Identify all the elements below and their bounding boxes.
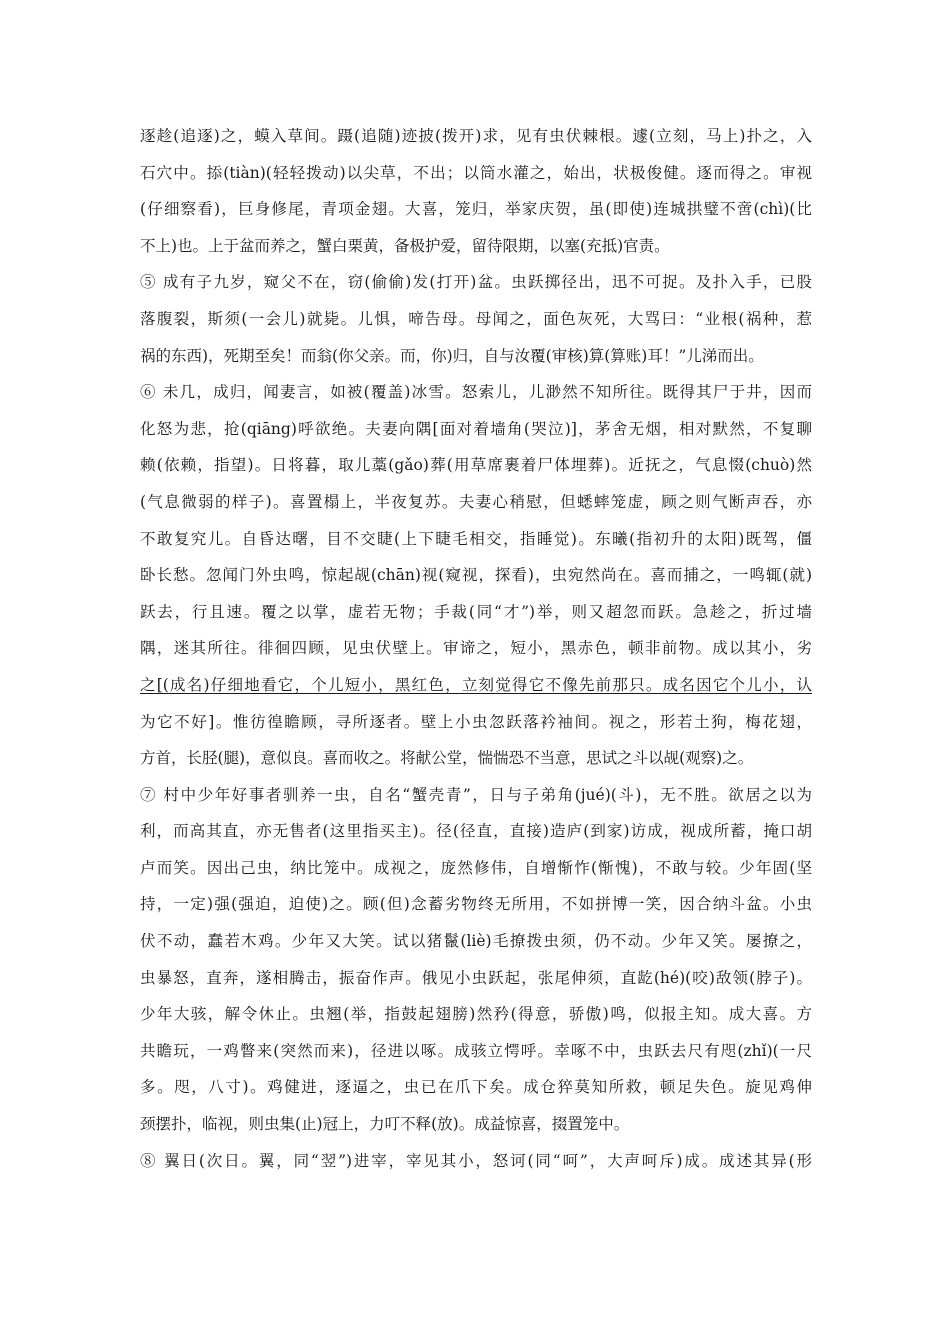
text-line: 落腹裂，斯须(一会儿)就毙。儿惧，啼告母。母闻之，面色灰死，大骂曰：“业根(祸种，惹	[140, 309, 812, 328]
text-line: 颈摆扑，临视，则虫集(止)冠上，力叮不释(放)。成益惊喜，掇置笼中。	[140, 1115, 630, 1134]
text-line: 伏不动，蠢若木鸡。少年又大笑。试以猪鬣(liè)毛撩拨虫须，仍不动。少年又笑。屡撩之，	[140, 932, 812, 951]
text-line: ⑤ 成有子九岁，窥父不在，窃(偷偷)发(打开)盆。虫跃掷径出，迅不可捉。及扑入手，已股	[140, 273, 812, 292]
text-line: ⑥ 未几，成归，闻妻言，如被(覆盖)冰雪。怒索儿，儿渺然不知所往。既得其尸于井，因而	[140, 383, 812, 402]
text-line: 跃去，行且速。覆之以掌，虚若无物；手裁(同“才”)举，则又超忽而跃。急趁之，折过墙	[140, 602, 812, 621]
text-line: 隅，迷其所往。徘徊四顾，见虫伏壁上。审谛之，短小，黑赤色，顿非前物。成以其小，劣	[140, 639, 812, 658]
text-line: 多。咫，八寸)。鸡健进，逐逼之，虫已在爪下矣。成仓猝莫知所救，顿足失色。旋见鸡伸	[140, 1078, 812, 1097]
text-line: 不上)也。上于盆而养之，蟹白栗黄，备极护爱，留待限期，以塞(充抵)官责。	[140, 236, 670, 255]
text-line: ⑦ 村中少年好事者驯养一虫，自名“蟹壳青”，日与子弟角(jué)(斗)，无不胜。欲居之以为	[140, 785, 812, 804]
text-line: 逐趁(追逐)之，蟆入草间。蹑(追随)迹披(拨开)求，见有虫伏棘根。遽(立刻，马上)扑之，入	[140, 127, 812, 145]
text-line: ⑧ 翼日(次日。翼，同“翌”)进宰，宰见其小，怒诃(同“呵”，大声呵斥)成。成述其异(形	[140, 1151, 812, 1170]
text-line: 卢而笑。因出己虫，纳比笼中。成视之，庞然修伟，自增惭怍(惭愧)，不敢与较。少年固(坚	[140, 858, 812, 877]
text-line: 虫暴怒，直奔，遂相腾击，振奋作声。俄见小虫跃起，张尾伸须，直龁(hé)(咬)敌领(脖子)。	[140, 968, 812, 987]
text-line: 化怒为悲，抢(qiāng)呼欲绝。夫妻向隅[面对着墙角(哭泣)]，茅舍无烟，相对默然，不复聊	[140, 419, 812, 438]
text-line: 利，而高其直，亦无售者(这里指买主)。径(径直，直接)造庐(到家)访成，视成所蓄，掩口胡	[140, 822, 812, 841]
text-line: 之[(成名)仔细地看它，个儿短小，黑红色，立刻觉得它不像先前那只。成名因它个儿小，认	[140, 675, 812, 694]
text-line: 石穴中。掭(tiàn)(轻轻拨动)以尖草，不出；以筒水灌之，始出，状极俊健。逐而得之。审视	[140, 163, 812, 182]
text-line: 共瞻玩，一鸡瞥来(突然而来)，径进以啄。成骇立愕呼。幸啄不中，虫跃去尺有咫(zhǐ)(一尺	[140, 1041, 812, 1060]
text-line: 不敢复究儿。自昏达曙，目不交睫(上下睫毛相交，指睡觉)。东曦(指初升的太阳)既驾，僵	[140, 529, 812, 548]
document-body	[140, 118, 812, 1179]
text-line: 方首，长胫(腿)，意似良。喜而收之。将献公堂，惴惴恐不当意，思试之斗以觇(观察)之。	[140, 749, 754, 768]
text-line: 卧长愁。忽闻门外虫鸣，惊起觇(chān)视(窥视，探看)，虫宛然尚在。喜而捕之，一鸣辄(就)	[140, 566, 812, 585]
text-line: 祸的东西)，死期至矣！而翁(你父亲。而，你)归，自与汝覆(审核)算(算账)耳！”儿涕而出。	[140, 346, 764, 365]
text-line: (仔细察看)，巨身修尾，青项金翅。大喜，笼归，举家庆贺，虽(即使)连城拱璧不啻(chì)(比	[140, 200, 812, 219]
text-line: (气息微弱的样子)。喜置榻上，半夜复苏。夫妻心稍慰，但蟋蟀笼虚，顾之则气断声吞，亦	[140, 492, 812, 511]
text-line: 赖(依赖，指望)。日将暮，取儿藁(gǎo)葬(用草席裹着尸体埋葬)。近抚之，气息惙(chuò)然	[140, 456, 812, 475]
text-line: 少年大骇，解令休止。虫翘(举，指鼓起翅膀)然矜(得意，骄傲)鸣，似报主知。成大喜。方	[140, 1005, 812, 1024]
text-line: 为它不好]。惟彷徨瞻顾，寻所逐者。壁上小虫忽跃落衿袖间。视之，形若土狗，梅花翅，	[140, 712, 812, 731]
text-line: 持，一定)强(强迫，迫使)之。顾(但)念蓄劣物终无所用，不如拼博一笑，因合纳斗盆。小虫	[140, 895, 812, 914]
